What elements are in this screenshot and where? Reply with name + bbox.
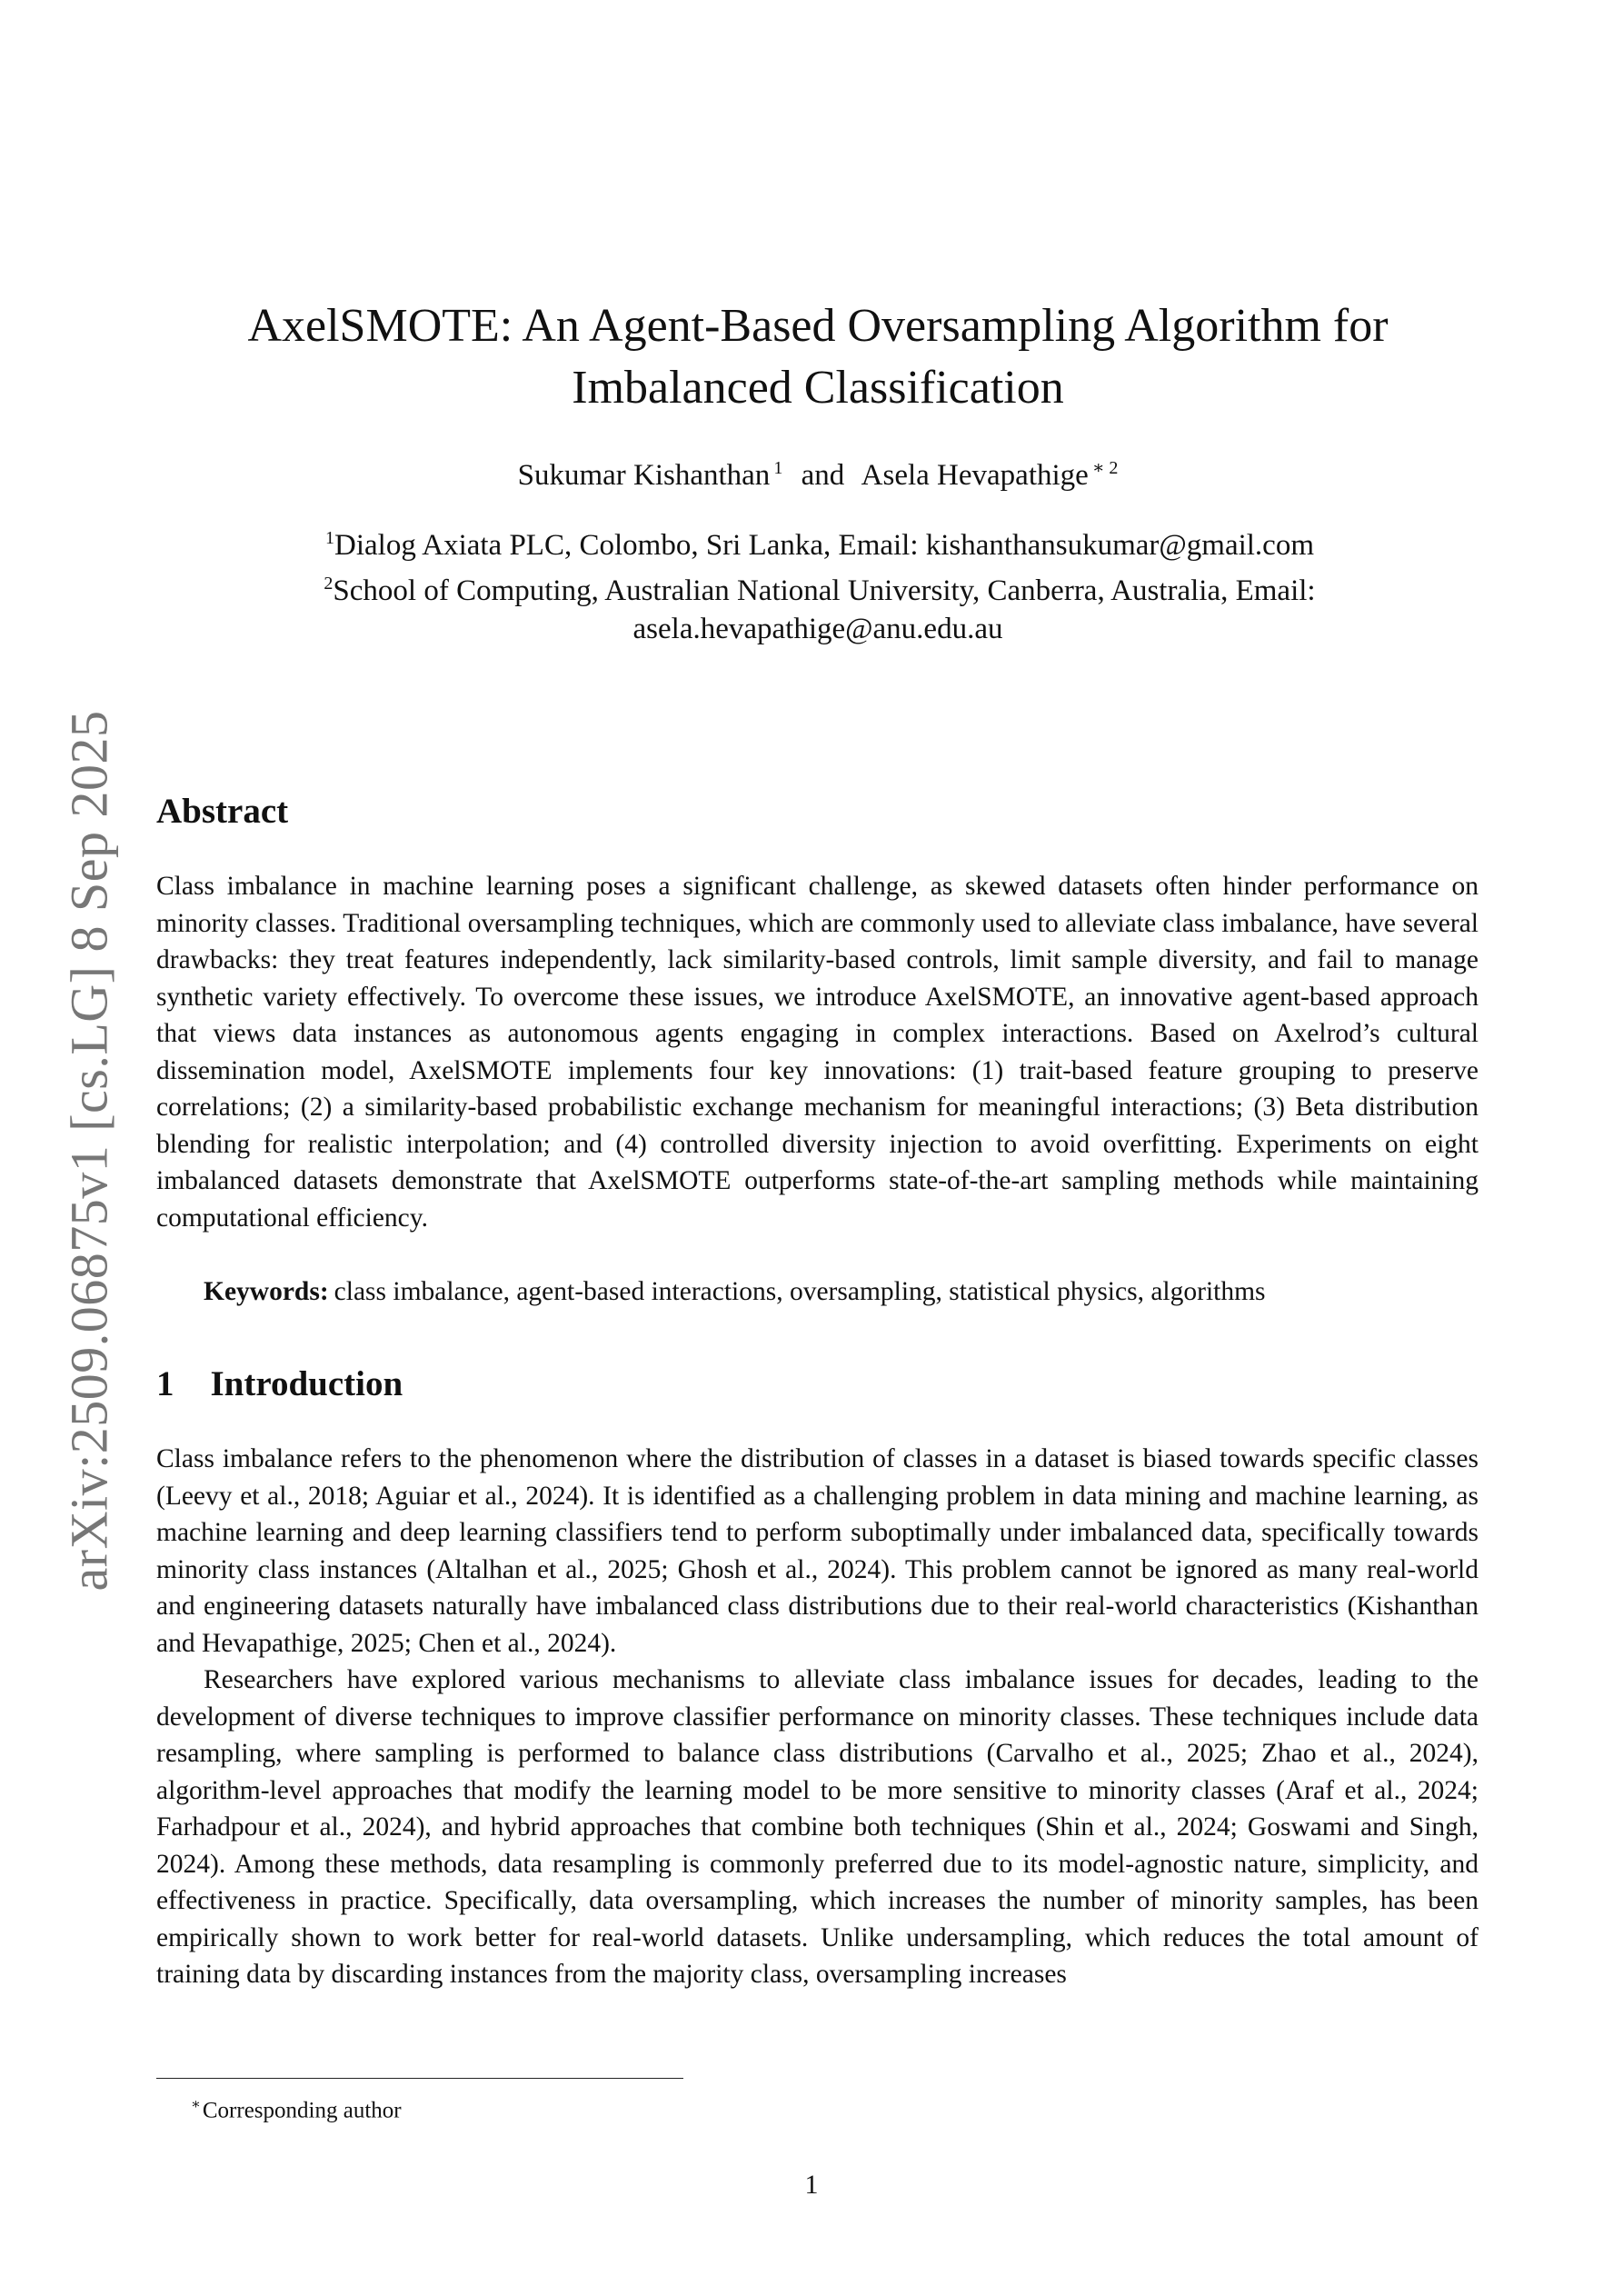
paragraph: Researchers have explored various mechanisms to alleviate class imbalance issues for decades, leading to the development of diverse techniques to improve classifier performance on minority classes. These techniques include data resampling, where sampling is performed to balance class distributions (Carvalho et al., 2025; Zhao et al., 2024), algorithm-level approaches that modify the learning model to be more sensitive to minority classes (Araf et al., 2024; Farhadpour et al., 2024), and hybrid approaches that combine both techniques (Shin et al., 2024; Goswami and Singh, 2024). Among these methods, data resampling is commonly preferred due to its model-agnostic nature, simplicity, and effectiveness in practice. Specifically, data oversampling, which increases the number of minority samples, has been empirically shown to work better for real-world datasets. Unlike undersampling, which reduces the total amount of training data by discarding instances from the majority class, oversampling increases [156,1665,1479,1989]
affiliation-mark: 2 [324,574,334,594]
keywords [156,1273,1479,1311]
affiliation-mark: 1 [325,528,334,548]
section-number: 1 [156,1364,174,1403]
affiliation-text: School of Computing, Australian National University, Canberra, Australia, Email: [333,574,1316,607]
author-name: Sukumar Kishanthan [517,459,771,492]
footnote-mark: ∗ [191,2097,201,2112]
title-line-1: AxelSMOTE: An Agent-Based Oversampling Algorithm for [247,300,1389,352]
affiliation-line [154,564,1481,610]
affiliation-line: asela.hevapathige@anu.edu.au [632,613,1003,645]
footnote [191,2091,402,2125]
keywords-label: Keywords: [204,1277,329,1306]
paragraph: Class imbalance refers to the phenomenon where the distribution of classes in a dataset is biased towards specific classes (Leevy et al., 2018; Aguiar et al., 2024). It is identified as a challenging problem in data mining and machine learning, as machine learning and deep learning classifiers tend to perform suboptimally under imbalanced data, specifically towards minority class instances (Altalhan et al., 2025; Ghosh et al., 2024). This problem cannot be ignored as many real-world and engineering datasets naturally have imbalanced class distributions due to their real-world characteristics (Kishanthan and Hevapathige, 2025; Chen et al., 2024). [156,1444,1479,1658]
author-affiliation-mark: 1 [773,458,783,478]
affiliations [154,519,1481,648]
section-title: Introduction [210,1364,403,1403]
arxiv-identifier-stamp: arXiv:2509.06875v1 [cs.LG] 8 Sep 2025 [59,710,119,1592]
affiliation-line [154,519,1481,564]
title-block [154,295,1481,648]
affiliation-text: Dialog Axiata PLC, Colombo, Sri Lanka, Email: kishanthansukumar@gmail.com [334,529,1314,562]
author-name: Asela Hevapathige [861,459,1089,492]
keywords-text: class imbalance, agent-based interactions, oversampling, statistical physics, algorithms [334,1277,1266,1306]
title-line-2: Imbalanced Classification [572,362,1064,414]
paper-title [154,295,1481,419]
section-heading-introduction [156,1363,403,1404]
abstract-heading: Abstract [156,792,289,831]
author-separator: and [801,459,845,492]
footnote-text: Corresponding author [202,2098,402,2123]
footnote-rule [156,2078,683,2079]
introduction-body [156,1441,1479,1993]
author-affiliation-mark: ∗ 2 [1091,458,1119,478]
abstract-body: Class imbalance in machine learning poses a significant challenge, as skewed datasets often hinder performance on minority classes. Traditional oversampling techniques, which are commonly used to alleviate class imbalance, have several drawbacks: they treat features independently, lack similarity-based controls, limit sample diversity, and fail to manage synthetic variety effectively. To overcome these issues, we introduce AxelSMOTE, an innovative agent-based approach that views data instances as autonomous agents engaging in complex interactions. Based on Axelrod’s cultural dissemination model, AxelSMOTE implements four key innovations: (1) trait-based feature grouping to preserve correlations; (2) a similarity-based probabilistic exchange mechanism for meaningful interactions; (3) Beta distribution blending for realistic interpolation; and (4) controlled diversity injection to avoid overfitting. Experiments on eight imbalanced datasets demonstrate that AxelSMOTE outperforms state-of-the-art sampling methods while maintaining computational efficiency. [156,872,1479,1233]
author-list [154,448,1481,495]
page-number: 1 [804,2170,819,2200]
